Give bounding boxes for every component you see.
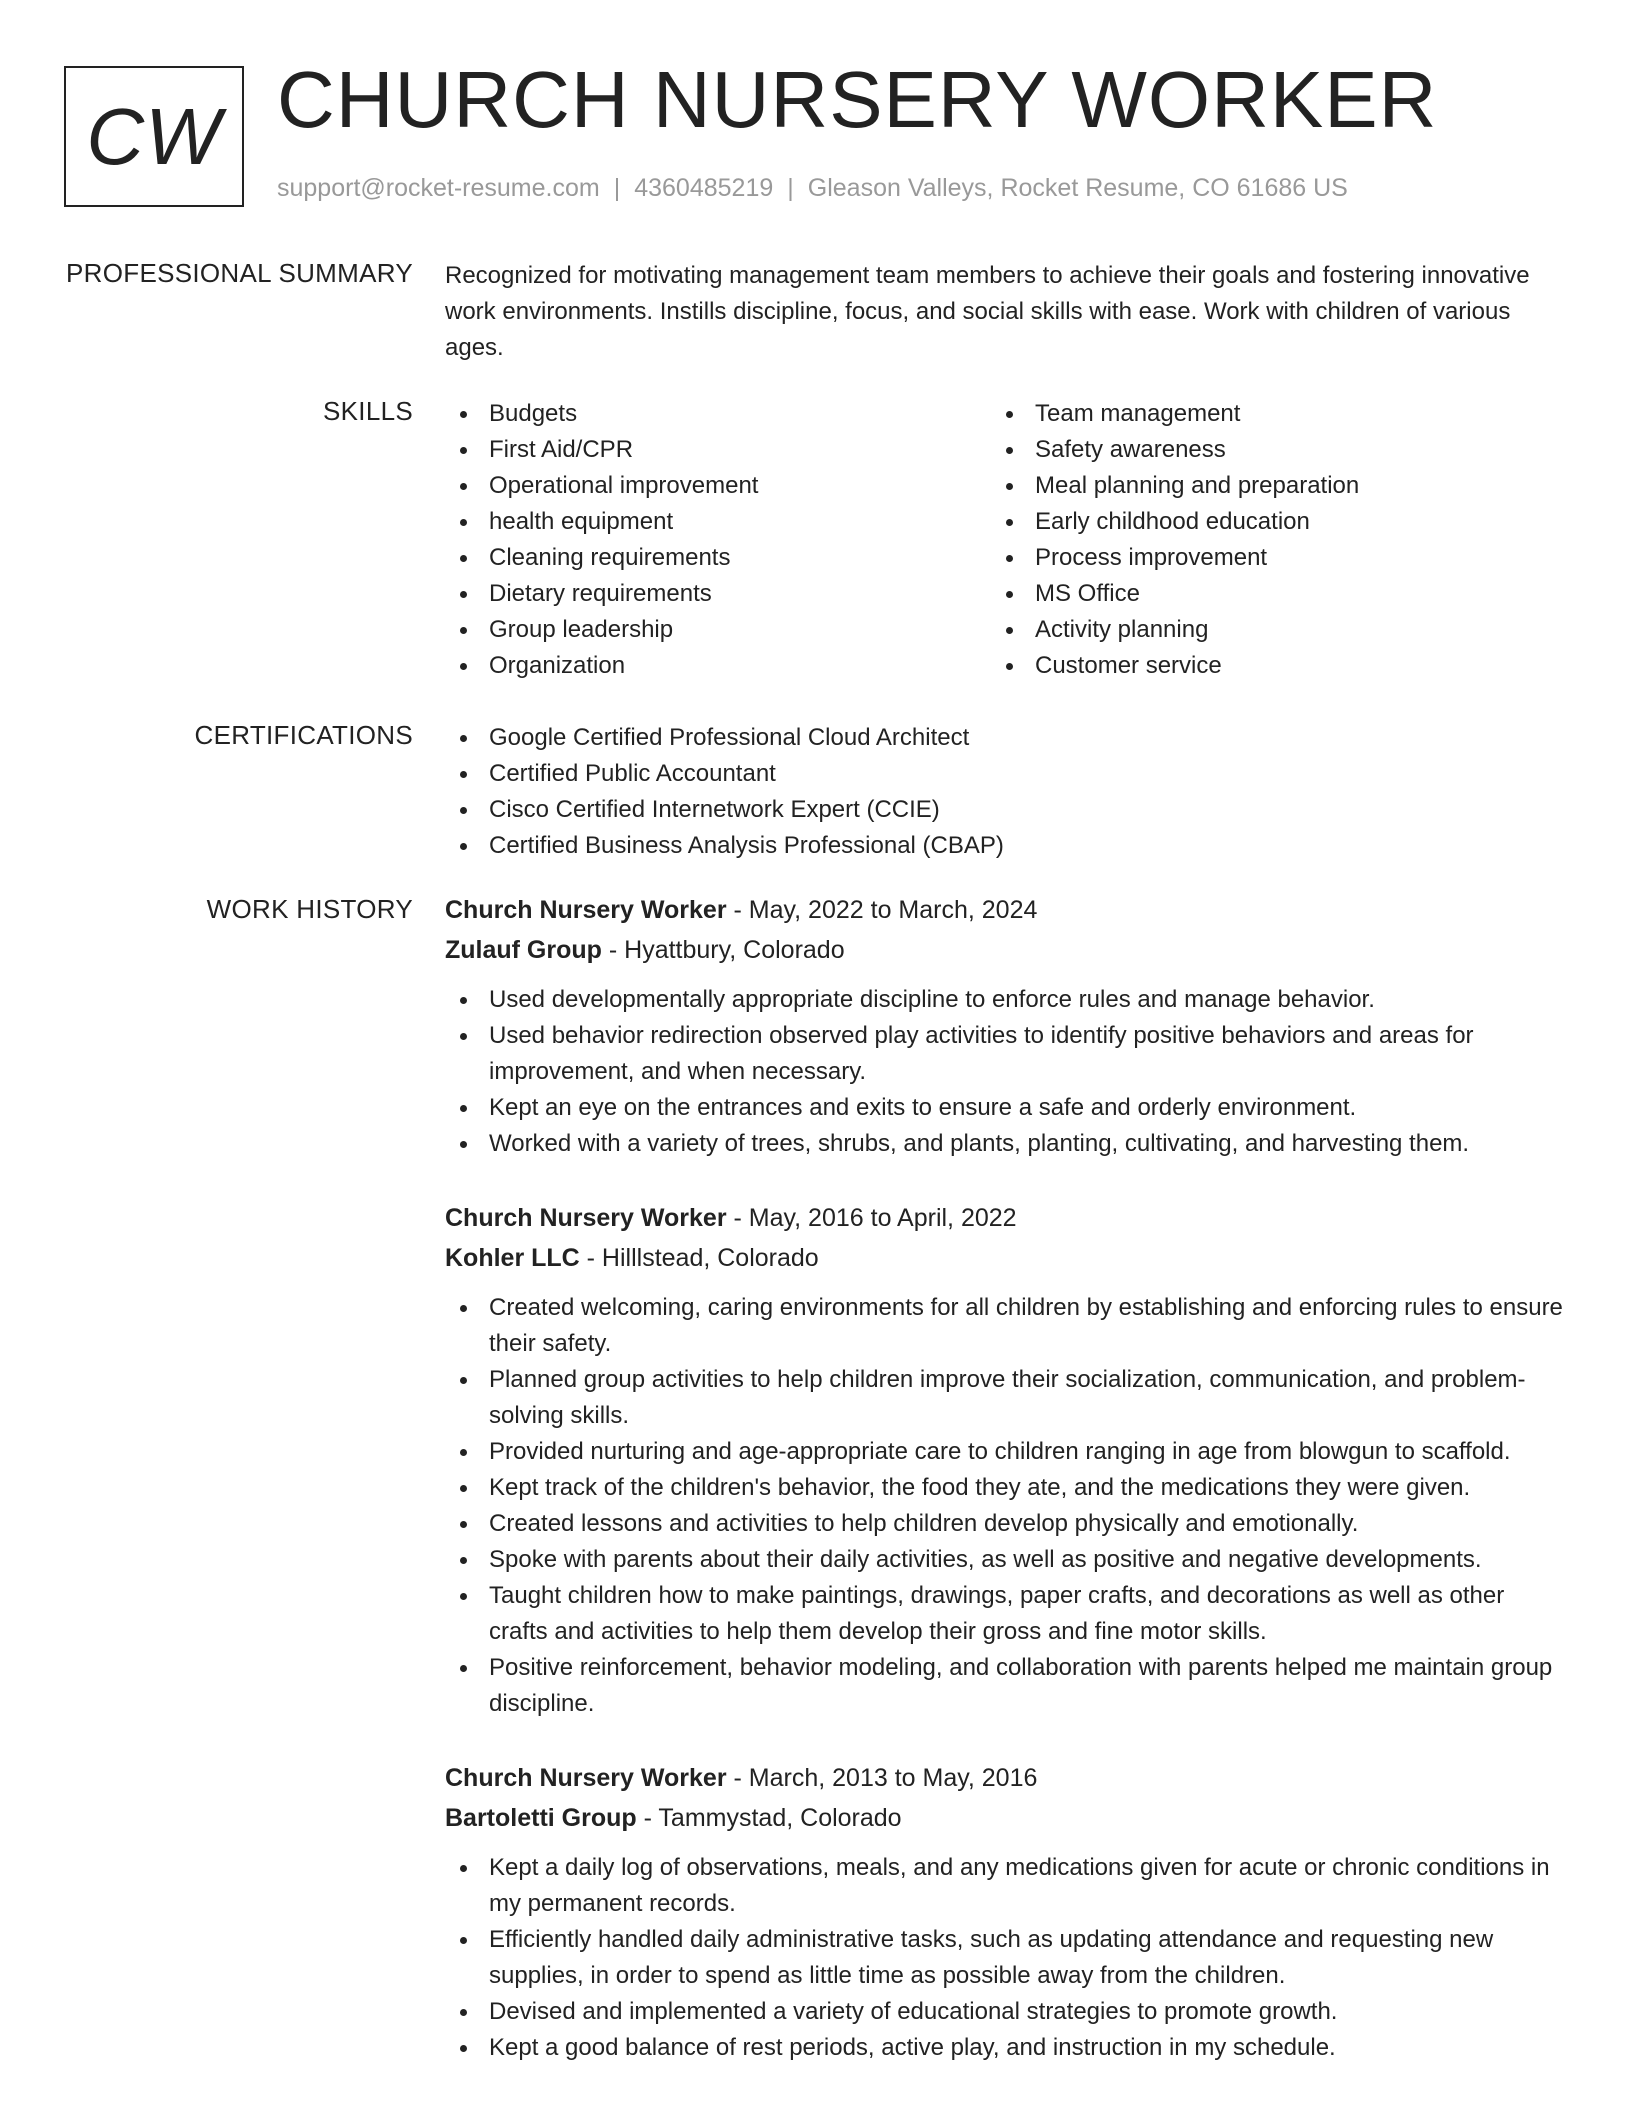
job-dates: - May, 2016 to April, 2022 — [726, 1204, 1017, 1232]
skill-item: Team management — [991, 396, 1537, 432]
summary-text: Recognized for motivating management team members to achieve their goals and fostering innovative work environments. Instills discipline, focus, and social skills with ease. Work with children of various ages. — [445, 262, 1530, 361]
job-company: Kohler LLC — [445, 1244, 580, 1272]
contact-phone: 4360485219 — [634, 174, 774, 202]
job-dates: - March, 2013 to May, 2016 — [726, 1764, 1038, 1792]
job-bullet: Devised and implemented a variety of educational strategies to promote growth. — [445, 1994, 1565, 2030]
skills-list-right — [991, 396, 1537, 684]
skill-item: First Aid/CPR — [445, 432, 991, 468]
certifications-list — [445, 720, 1565, 864]
job-entry — [445, 890, 1565, 1162]
job-bullet-list — [445, 982, 1565, 1162]
job-bullet: Provided nurturing and age-appropriate care to children ranging in age from blowgun to scaffold. — [445, 1434, 1565, 1470]
job-bullet: Efficiently handled daily administrative tasks, such as updating attendance and requesting new supplies, in order to spend as little time as possible away from the children. — [445, 1922, 1565, 1994]
skill-item: Early childhood education — [991, 504, 1537, 540]
skills-heading: SKILLS — [323, 396, 413, 426]
job-dates: - May, 2022 to March, 2024 — [726, 896, 1038, 924]
work-history-heading: WORK HISTORY — [206, 894, 413, 924]
job-location: - Hilllstead, Colorado — [579, 1244, 819, 1272]
skills-list-left — [445, 396, 991, 684]
page-title: CHURCH NURSERY WORKER — [277, 55, 1438, 144]
job-title-line — [445, 890, 1565, 930]
contact-address: Gleason Valleys, Rocket Resume, CO 61686 US — [807, 174, 1348, 202]
certification-item: Certified Business Analysis Professional (CBAP) — [445, 828, 1565, 864]
certifications-heading: CERTIFICATIONS — [194, 720, 413, 750]
certification-item: Certified Public Accountant — [445, 756, 1565, 792]
job-entry — [445, 1758, 1565, 2066]
monogram-logo: CW — [64, 66, 244, 207]
job-bullet: Kept a daily log of observations, meals, and any medications given for acute or chronic conditions in my permanent records. — [445, 1850, 1565, 1922]
job-company-line — [445, 1238, 1565, 1278]
job-bullet: Created lessons and activities to help children develop physically and emotionally. — [445, 1506, 1565, 1542]
job-bullet: Kept track of the children's behavior, the food they ate, and the medications they were given. — [445, 1470, 1565, 1506]
job-location: - Hyattbury, Colorado — [601, 936, 845, 964]
job-bullet-list — [445, 1850, 1565, 2066]
certification-item: Cisco Certified Internetwork Expert (CCIE) — [445, 792, 1565, 828]
job-bullet: Kept an eye on the entrances and exits to ensure a safe and orderly environment. — [445, 1090, 1565, 1126]
skill-item: Operational improvement — [445, 468, 991, 504]
job-bullet: Created welcoming, caring environments for all children by establishing and enforcing rules to ensure their safety. — [445, 1290, 1565, 1362]
work-history-body — [445, 890, 1565, 2102]
job-bullet: Used developmentally appropriate discipline to enforce rules and manage behavior. — [445, 982, 1565, 1018]
job-bullet: Spoke with parents about their daily activities, as well as positive and negative developments. — [445, 1542, 1565, 1578]
skill-item: Dietary requirements — [445, 576, 991, 612]
skill-item: Process improvement — [991, 540, 1537, 576]
skill-item: Organization — [445, 648, 991, 684]
skill-item: Budgets — [445, 396, 991, 432]
job-bullet: Positive reinforcement, behavior modeling, and collaboration with parents helped me maintain group discipline. — [445, 1650, 1565, 1722]
summary-heading: PROFESSIONAL SUMMARY — [66, 258, 413, 288]
skill-item: Safety awareness — [991, 432, 1537, 468]
job-bullet: Taught children how to make paintings, drawings, paper crafts, and decorations as well as other crafts and activities to help them develop their gross and fine motor skills. — [445, 1578, 1565, 1650]
job-title-line — [445, 1198, 1565, 1238]
job-company-line — [445, 1798, 1565, 1838]
job-bullet: Used behavior redirection observed play activities to identify positive behaviors and areas for improvement, and when necessary. — [445, 1018, 1565, 1090]
skill-item: MS Office — [991, 576, 1537, 612]
job-title-line — [445, 1758, 1565, 1798]
skills-body — [445, 396, 1565, 684]
skill-item: Cleaning requirements — [445, 540, 991, 576]
skill-item: health equipment — [445, 504, 991, 540]
job-title: Church Nursery Worker — [445, 1764, 727, 1792]
job-company: Bartoletti Group — [445, 1804, 637, 1832]
contact-separator: | — [613, 174, 621, 202]
skill-item: Meal planning and preparation — [991, 468, 1537, 504]
contact-separator: | — [787, 174, 794, 202]
certifications-body — [445, 720, 1565, 864]
skill-item: Customer service — [991, 648, 1537, 684]
contact-email: support@rocket-resume.com — [277, 174, 600, 202]
skills-columns — [445, 396, 1565, 684]
job-title: Church Nursery Worker — [445, 896, 727, 924]
certification-item: Google Certified Professional Cloud Architect — [445, 720, 1565, 756]
skill-item: Activity planning — [991, 612, 1537, 648]
contact-line — [277, 174, 1348, 203]
skill-item: Group leadership — [445, 612, 991, 648]
job-company: Zulauf Group — [445, 936, 602, 964]
job-title: Church Nursery Worker — [445, 1204, 727, 1232]
job-location: - Tammystad, Colorado — [636, 1804, 902, 1832]
job-bullet: Kept a good balance of rest periods, active play, and instruction in my schedule. — [445, 2030, 1565, 2066]
job-bullet: Planned group activities to help children improve their socialization, communication, and problem-solving skills. — [445, 1362, 1565, 1434]
job-bullet: Worked with a variety of trees, shrubs, and plants, planting, cultivating, and harvesting them. — [445, 1126, 1565, 1162]
job-company-line — [445, 930, 1565, 970]
job-bullet-list — [445, 1290, 1565, 1722]
summary-body — [445, 258, 1565, 366]
job-entry — [445, 1198, 1565, 1722]
